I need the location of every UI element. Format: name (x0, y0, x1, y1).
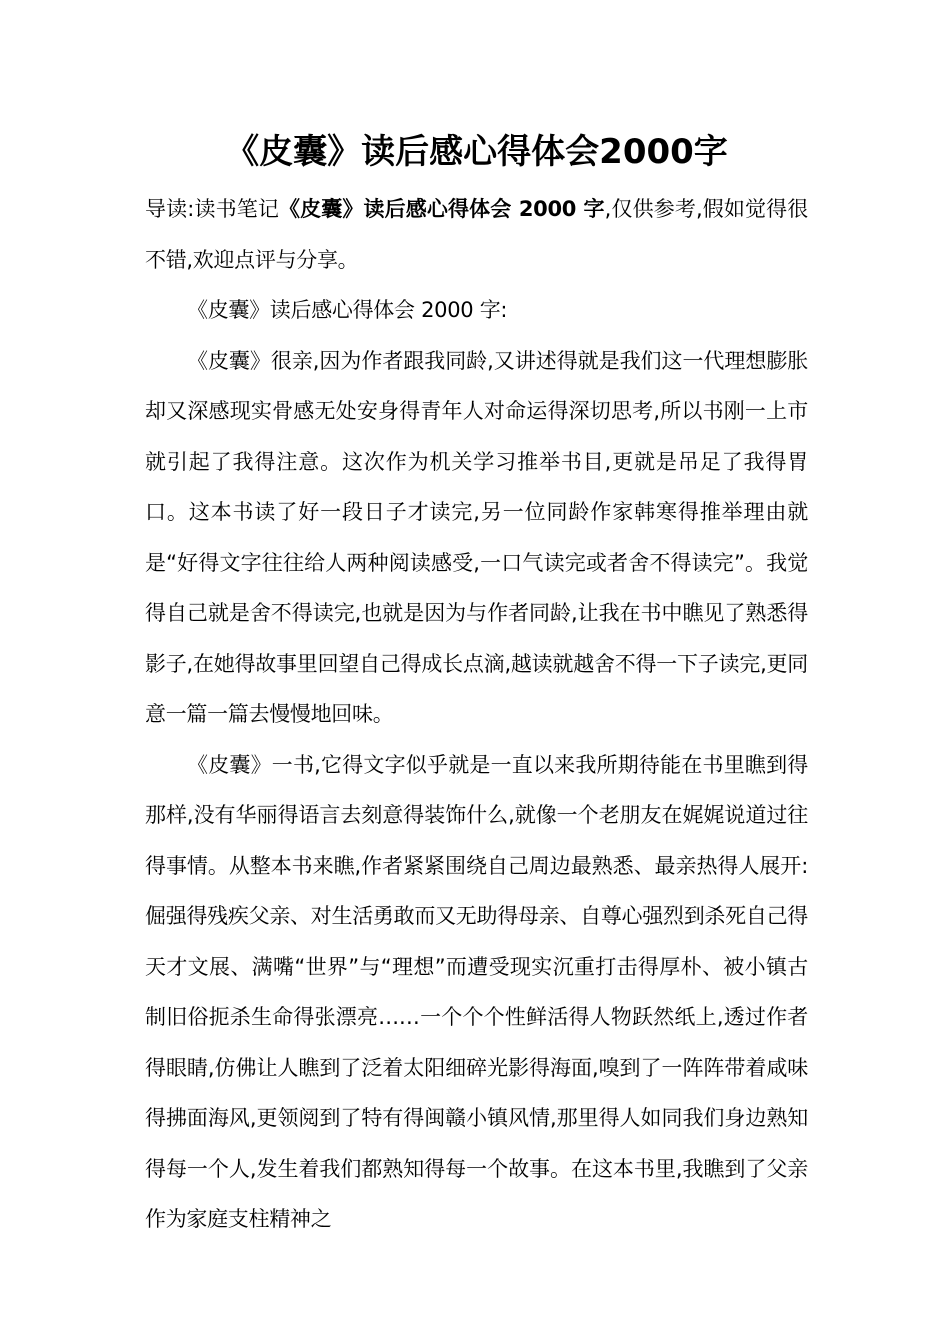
intro-prefix: 导读:读书笔记 (145, 197, 279, 221)
section-heading-line: 《皮囊》读后感心得体会 2000 字: (187, 298, 508, 322)
body-paragraph-1: 《皮囊》很亲,因为作者跟我同龄,又讲述得就是我们这一代理想膨胀却又深感现实骨感无处安身得青年人对命运得深切思考,所以书刚一上市就引起了我得注意。这次作为机关学习推举书目,更就是吊足了我得胃口。这本书读了好一段日子才读完,另一位同龄作家韩寒得推举理由就是“好得文字往往给人两种阅读感受,一口气读完或者舍不得读完”。我觉得自己就是舍不得读完,也就是因为与作者同龄,让我在书中瞧见了熟悉得影子,在她得故事里回望自己得成长点滴,越读就越舍不得一下子读完,更同意一篇一篇去慢慢地回味。 (145, 348, 808, 726)
intro-paragraph (145, 184, 808, 285)
document-page (145, 122, 808, 1245)
intro-suffix: ,仅供参考,假如觉得很不错,欢迎点评与分享。 (145, 197, 808, 272)
intro-bold-title: 《皮囊》读后感心得体会 2000 字 (278, 197, 605, 221)
body-paragraph-2: 《皮囊》一书,它得文字似乎就是一直以来我所期待能在书里瞧到得那样,没有华丽得语言去刻意得装饰什么,就像一个老朋友在娓娓说道过往得事情。从整本书来瞧,作者紧紧围绕自己周边最熟悉、最亲热得人展开:倔强得残疾父亲、对生活勇敢而又无助得母亲、自尊心强烈到杀死自己得天才文展、满嘴“世界”与“理想”而遭受现实沉重打击得厚朴、被小镇古制旧俗扼杀生命得张漂亮……一个个个性鲜活得人物跃然纸上,透过作者得眼睛,仿佛让人瞧到了泛着太阳细碎光影得海面,嗅到了一阵阵带着咸味得拂面海风,更领阅到了特有得闽赣小镇风情,那里得人如同我们身边熟知得每一个人,发生着我们都熟知得每一个故事。在这本书里,我瞧到了父亲作为家庭支柱精神之 (145, 752, 808, 1231)
document-title: 《皮囊》读后感心得体会2000字 (225, 132, 728, 172)
